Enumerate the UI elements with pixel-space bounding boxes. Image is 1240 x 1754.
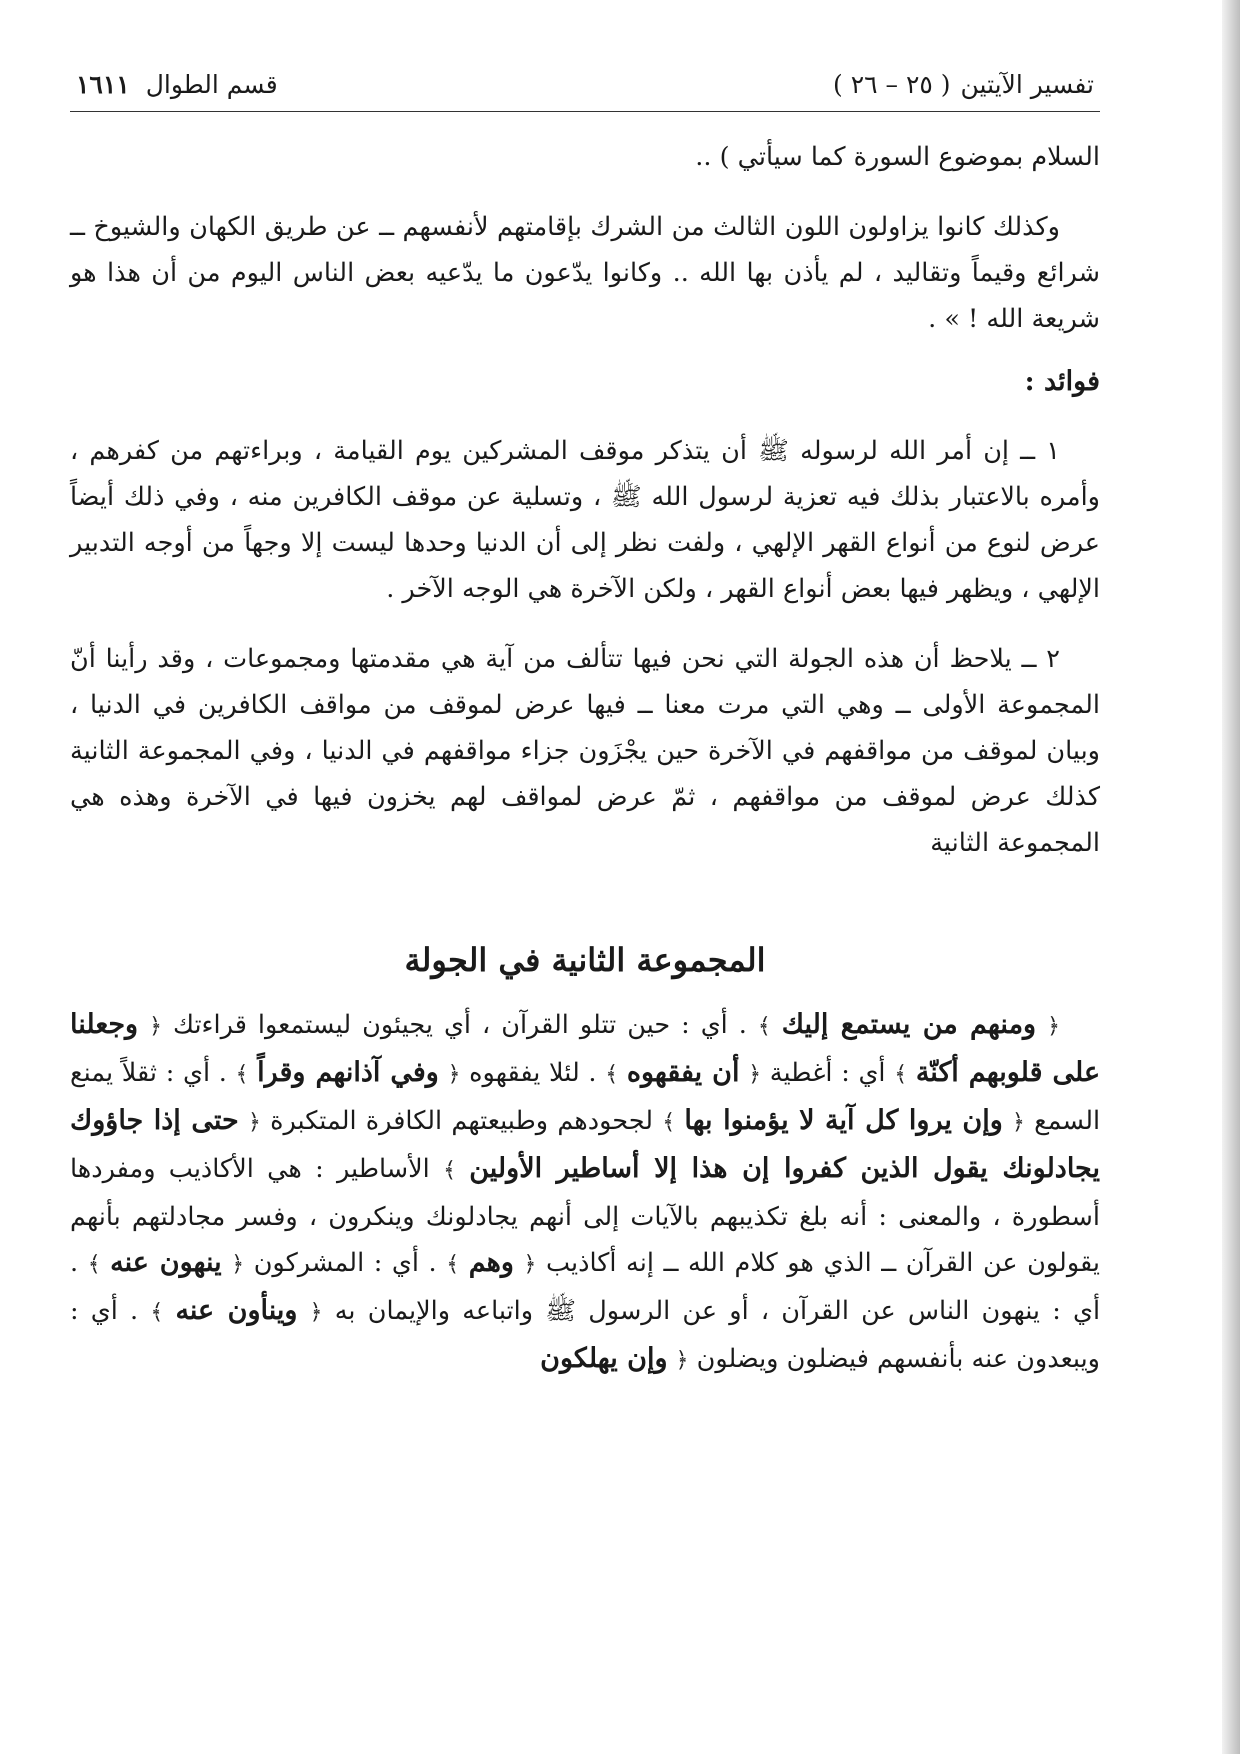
- commentary: . أي : ويبعدون عنه بأنفسهم فيضلون ويضلون: [70, 1296, 1100, 1374]
- header-right: [833, 70, 1094, 99]
- ornate-bracket-open: ﴿: [247, 1110, 261, 1135]
- quran-quote: أن يفقهوه: [626, 1057, 740, 1088]
- tafsir-paragraph: [70, 1002, 1100, 1384]
- ornate-bracket-close: ﴾: [87, 1252, 101, 1277]
- commentary: . لئلا يفقهوه: [469, 1058, 597, 1088]
- ornate-bracket-close: ﴾: [150, 1300, 164, 1325]
- ornate-bracket-open: ﴿: [748, 1062, 762, 1087]
- ornate-bracket-open: ﴿: [675, 1348, 689, 1373]
- ornate-bracket-open: ﴿: [523, 1252, 537, 1277]
- paragraph-shirk: وكذلك كانوا يزاولون اللون الثالث من الشرك بإقامتهم لأنفسهم ــ عن طريق الكهان والشيوخ ــ شرائع وقيماً وتقاليد ، لم يأذن بها الله .. وكانوا يدّعون ما يدّعيه بعض الناس اليوم من أن هذا هو شريعة الله ! » .: [70, 212, 1100, 334]
- quran-quote: وفي آذانهم وقراً: [257, 1057, 439, 1088]
- commentary: . أي : المشركون: [253, 1248, 437, 1278]
- commentary: . أي : ينهون الناس عن القرآن ، أو عن الرسول ﷺ واتباعه والإيمان به: [70, 1248, 1101, 1326]
- running-header: [70, 70, 1100, 112]
- quran-quote: حتى إذا جاؤوك يجادلونك يقول الذين كفروا إن هذا إلا أساطير الأولين: [70, 1105, 1100, 1184]
- quran-quote: وهم: [468, 1247, 514, 1278]
- commentary: لجحودهم وطبيعتهم الكافرة المتكبرة: [270, 1106, 653, 1136]
- quran-quote: ينهون عنه: [110, 1247, 222, 1278]
- fawaid-heading: فوائد :: [1024, 366, 1100, 397]
- ornate-bracket-close: ﴾: [894, 1062, 908, 1087]
- ornate-bracket-open: ﴿: [1047, 1014, 1060, 1039]
- ornate-bracket-close: ﴾: [662, 1110, 676, 1135]
- header-title: تفسير الآيتين: [960, 70, 1094, 99]
- ornate-bracket-close: ﴾: [235, 1062, 249, 1087]
- quran-quote: ومنهم من يستمع إليك: [781, 1009, 1037, 1040]
- ornate-bracket-open: ﴿: [447, 1062, 461, 1087]
- ornate-bracket-close: ﴾: [757, 1014, 771, 1039]
- commentary: أي : أغطية: [769, 1058, 886, 1088]
- ornate-bracket-close: ﴾: [605, 1062, 619, 1087]
- commentary: . أي : ثقلاً يمنع السمع: [70, 1058, 1101, 1136]
- quran-quote: وإن يروا كل آية لا يؤمنوا بها: [684, 1105, 1003, 1136]
- commentary: الأساطير : هي الأكاذيب ومفردها أسطورة ، والمعنى : أنه بلغ تكذيبهم بالآيات إلى أنهم يجادلونك وينكرون ، وفسر مجادلتهم بأنهم يقولون عن القرآن ــ الذي هو كلام الله ــ إنه أكاذيب: [70, 1154, 1100, 1278]
- quran-quote: وجعلنا على قلوبهم أكنّة: [70, 1009, 1101, 1088]
- book-page: [70, 70, 1100, 1384]
- ornate-bracket-open: ﴿: [149, 1014, 162, 1039]
- benefit-2: ٢ ــ يلاحظ أن هذه الجولة التي نحن فيها تتألف من آية هي مقدمتها ومجموعات ، وقد رأينا أنّ المجموعة الأولى ــ وهي التي مرت معنا ــ فيها عرض لموقف من مواقف الكافرين في الدنيا ، وبيان لموقف من مواقفهم في الآخرة حين يجْزَون جزاء مواقفهم في الدنيا ، وفي المجموعة الثانية كذلك عرض لموقف من مواقفهم ، ثمّ عرض لمواقف لهم يخزون فيها في الآخرة وهذه هي المجموعة الثانية: [70, 644, 1100, 858]
- ornate-bracket-open: ﴿: [1012, 1110, 1025, 1135]
- paragraph-continuation: السلام بموضوع السورة كما سيأتي ) ..: [695, 142, 1100, 172]
- section-title: المجموعة الثانية في الجولة: [404, 941, 766, 979]
- quran-quote: وينأون عنه: [175, 1295, 298, 1326]
- page-number: ١٦١١: [76, 70, 130, 99]
- ornate-bracket-close: ﴾: [446, 1252, 460, 1277]
- ornate-bracket-open: ﴿: [231, 1252, 245, 1277]
- commentary: . أي : حين تتلو القرآن ، أي يجيئون ليستمعوا قراءتك: [172, 1010, 747, 1040]
- benefit-1: ١ ــ إن أمر الله لرسوله ﷺ أن يتذكر موقف المشركين يوم القيامة ، وبراءتهم من كفرهم ، وأمره بالاعتبار بذلك فيه تعزية لرسول الله ﷺ ، وتسلية عن موقف الكافرين منه ، وفي ذلك أيضاً عرض لنوع من أنواع القهر الإلهي ، ولفت نظر إلى أن الدنيا وحدها ليست إلا وجهاً من أوجه التدبير الإلهي ، ويظهر فيها بعض أنواع القهر ، ولكن الآخرة هي الوجه الآخر .: [70, 436, 1100, 604]
- header-verses: ( ٢٥ – ٢٦ ): [832, 70, 951, 99]
- quran-quote: وإن يهلكون: [540, 1343, 668, 1374]
- ornate-bracket-close: ﴾: [443, 1158, 456, 1183]
- page-edge-shadow: [1222, 0, 1240, 1754]
- ornate-bracket-open: ﴿: [309, 1300, 323, 1325]
- header-section: قسم الطوال: [145, 70, 278, 99]
- header-left: [76, 70, 278, 99]
